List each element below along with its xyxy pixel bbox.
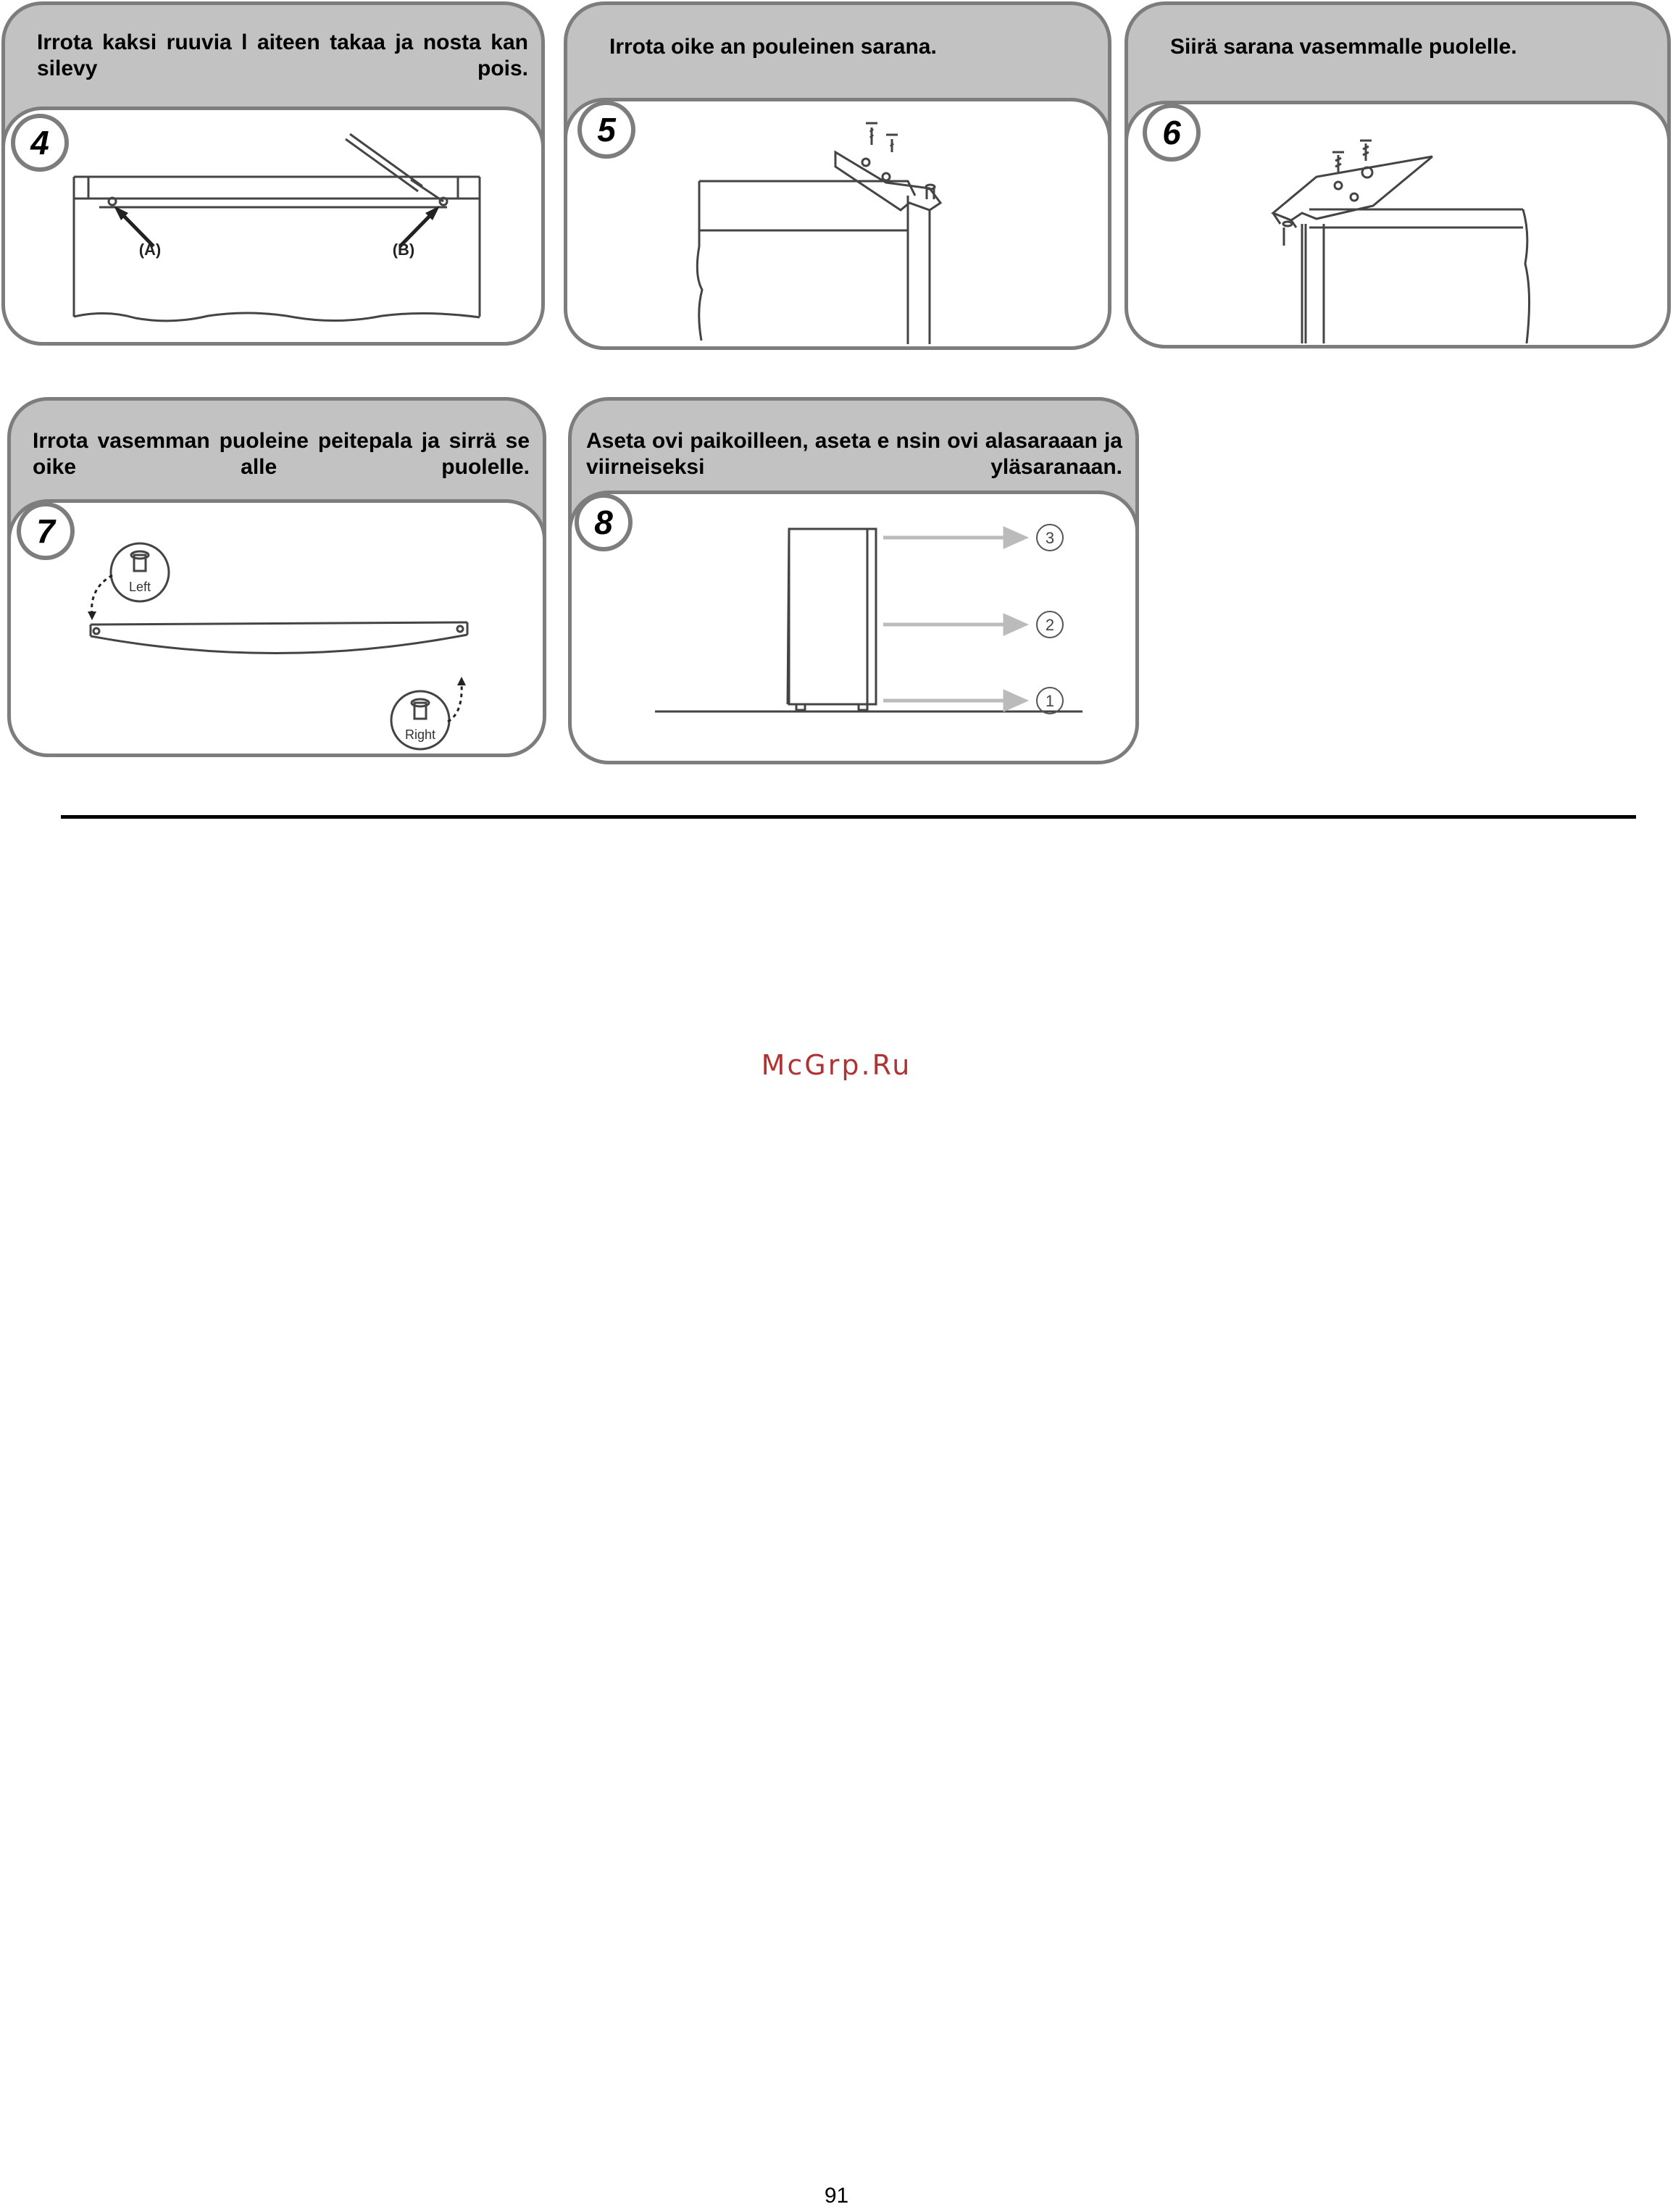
step-number-5: 5 bbox=[577, 101, 635, 159]
step-card-4 bbox=[1, 1, 545, 342]
label-right: Right bbox=[404, 727, 436, 742]
step-number-4: 4 bbox=[11, 114, 69, 172]
watermark: McGrp.Ru bbox=[761, 1049, 912, 1081]
label-left: Left bbox=[128, 580, 151, 594]
step-7-illustration-panel bbox=[7, 499, 546, 757]
step-7-instruction: Irrota vasemman puoleine peitepala ja sirrä se oike alle puolelle. bbox=[33, 429, 530, 479]
step-card-5 bbox=[564, 1, 1111, 346]
step-7-illustration bbox=[11, 503, 546, 757]
label-b: (B) bbox=[392, 241, 415, 259]
step-8-instruction: Aseta ovi paikoilleen, aseta e nsin ovi alasaraaan ja viirneiseksi yläsaranaan. bbox=[586, 429, 1122, 479]
step-4-illustration-panel bbox=[1, 107, 545, 346]
step-number-8: 8 bbox=[575, 493, 633, 551]
step-card-7 bbox=[7, 397, 546, 754]
step-number-7: 7 bbox=[17, 502, 75, 560]
step-5-instruction: Irrota oike an pouleinen sarana. bbox=[609, 35, 937, 59]
step-8-illustration-panel bbox=[568, 491, 1139, 764]
step-5-illustration-panel bbox=[564, 98, 1111, 350]
label-1: 1 bbox=[1045, 692, 1055, 710]
step-5-illustration bbox=[567, 101, 1111, 350]
step-8-illustration bbox=[572, 494, 1139, 764]
step-card-6 bbox=[1125, 1, 1671, 345]
page-number: 91 bbox=[824, 2184, 849, 2208]
label-3: 3 bbox=[1045, 529, 1055, 547]
step-card-8 bbox=[568, 397, 1139, 761]
label-2: 2 bbox=[1045, 616, 1055, 634]
step-4-illustration bbox=[5, 110, 545, 346]
step-6-illustration bbox=[1128, 104, 1671, 349]
step-4-instruction: Irrota kaksi ruuvia l aiteen takaa ja nosta kan silevy pois. bbox=[37, 30, 528, 80]
horizontal-rule bbox=[61, 815, 1636, 819]
step-6-illustration-panel bbox=[1125, 101, 1671, 349]
label-a: (A) bbox=[138, 241, 162, 259]
step-6-instruction: Siirä sarana vasemmalle puolelle. bbox=[1170, 35, 1517, 59]
step-number-6: 6 bbox=[1143, 104, 1201, 162]
